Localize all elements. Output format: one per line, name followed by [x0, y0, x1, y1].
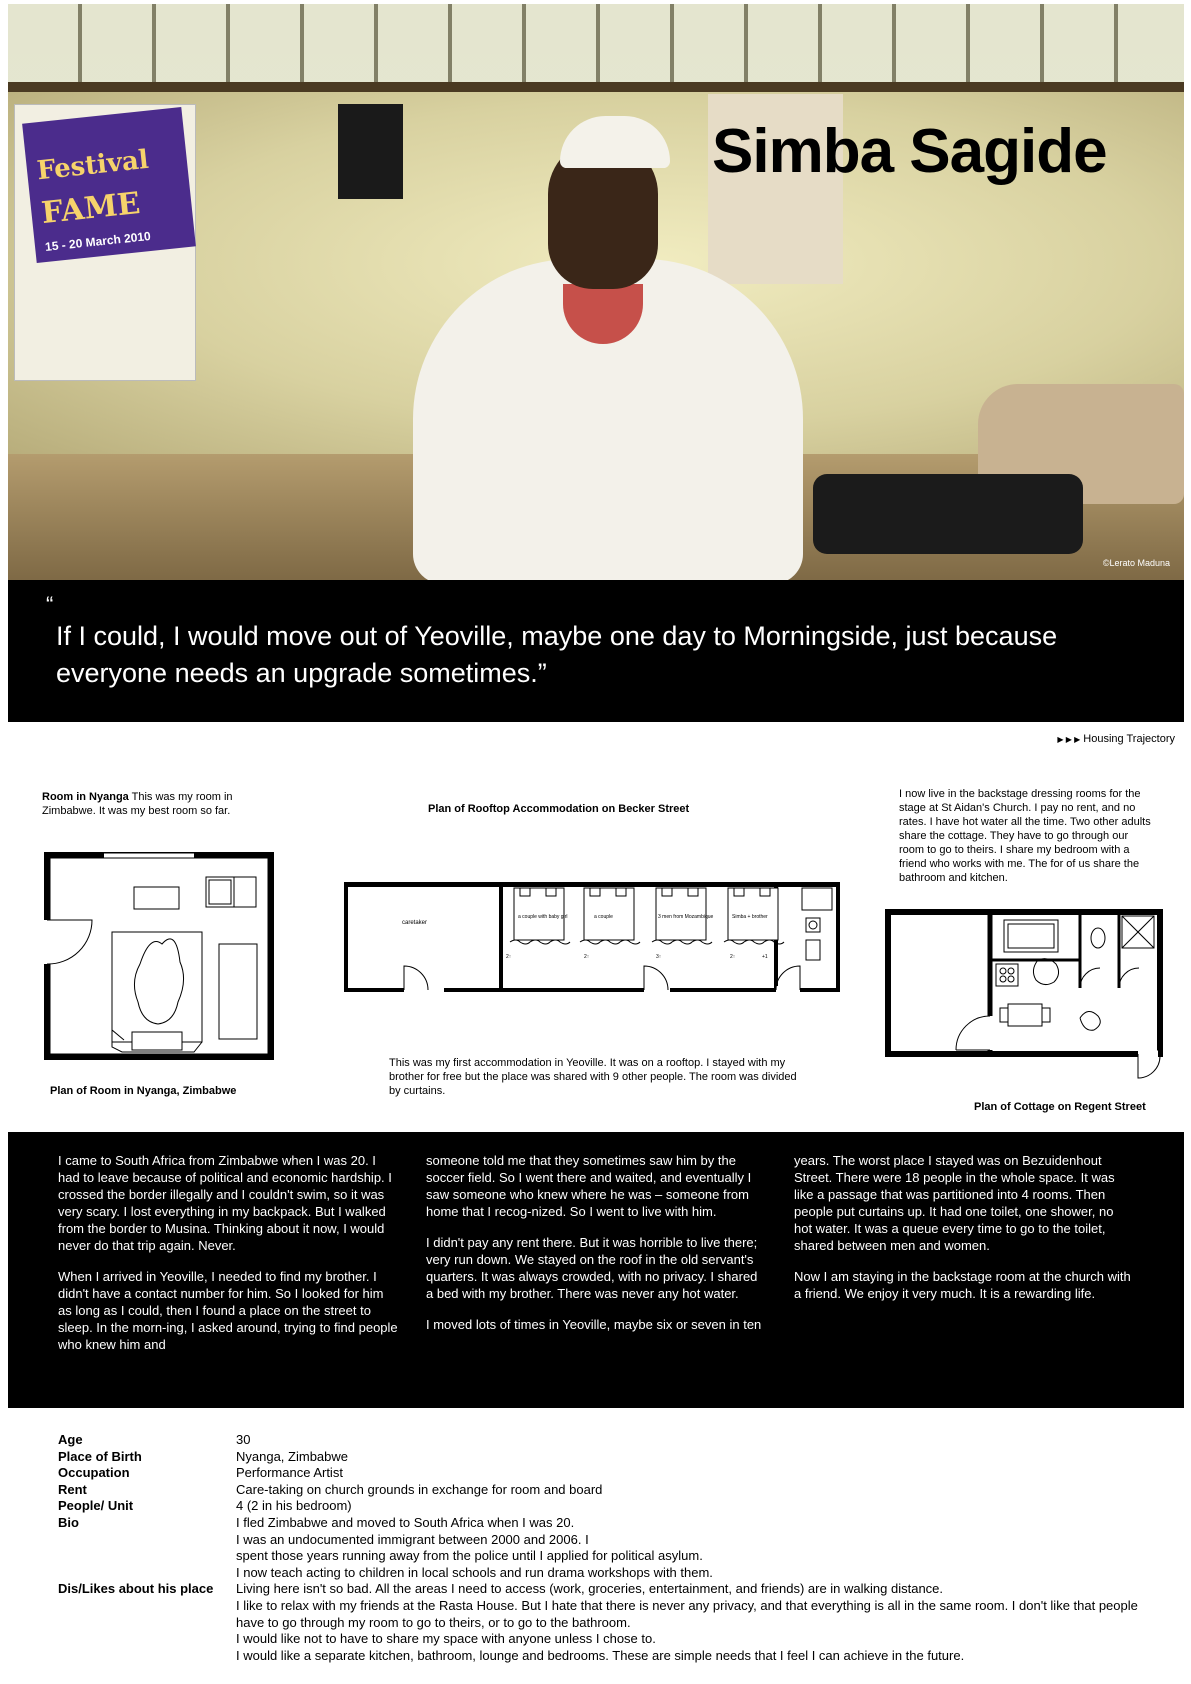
occupation-value: Performance Artist	[236, 1465, 343, 1481]
quote-text: If I could, I would move out of Yeoville, maybe one day to Morningside, just because everyone needs an upgrade sometimes.”	[56, 621, 1058, 688]
nyanga-description	[42, 790, 262, 818]
bio-line: I was an undocumented immigrant between 2000 and 2006. I	[236, 1531, 589, 1547]
becker-occupancy-mark: 2↑	[506, 954, 512, 960]
photo-bag	[813, 474, 1083, 554]
occupation-label: Occupation	[58, 1465, 130, 1481]
story-paragraph: I didn't pay any rent there. But it was horrible to live there; very run down. We stayed on the roof in the old servant's quarters. It was always crowded, with no privacy. I shared a bed with my brother. There was never any hot water.	[426, 1235, 758, 1301]
profile-row-people	[58, 1498, 1138, 1515]
quote-mark: “	[46, 592, 54, 617]
profile-row-age	[58, 1432, 1138, 1449]
becker-description: This was my first accommodation in Yeoville. It was on a rooftop. I stayed with my brother for free but the place was shared with 9 other people. The room was divided by curtains.	[389, 1057, 797, 1097]
regent-description: I now live in the backstage dressing rooms for the stage at St Aidan's Church. I pay no rent, and no rates. I have hot water all the time. Two other adults share the cottage. They have to go through our room to go to theirs. I share my bedroom with a friend who works with me. The for of us share the bathroom and kitchen.	[899, 788, 1151, 884]
poster-text-dates: 15 - 20 March 2010	[44, 228, 152, 254]
trajectory-label: Housing Trajectory	[1083, 733, 1175, 745]
becker-room-label: a couple with baby girl	[518, 914, 568, 920]
likes-line: I would like a separate kitchen, bathroom, lounge and bedrooms. These are simple needs that I feel I can achieve in the future.	[236, 1647, 965, 1663]
story-band	[8, 1132, 1184, 1408]
story-paragraph: someone told me that they sometimes saw him by the soccer field. So I went there and waited, and eventually I saw someone who knew where he was – someone from home that I recog-nized. So I went to live with him.	[426, 1153, 752, 1219]
africa-poster	[338, 104, 403, 199]
profile-row-occupation	[58, 1465, 1138, 1482]
quote-band	[8, 580, 1184, 722]
profile-row-rent	[58, 1482, 1138, 1499]
rent-label: Rent	[58, 1481, 87, 1497]
housing-trajectory	[1057, 733, 1175, 745]
likes-line: I like to relax with my friends at the Rasta House. But I hate that there is never any privacy, and that everything is all in the same room. I don't like that people have to go through my room to go to theirs, or to go to the bathroom.	[236, 1597, 1138, 1630]
likes-value	[236, 1581, 1138, 1664]
age-value: 30	[236, 1432, 251, 1447]
becker-room-label: a couple	[594, 914, 613, 920]
story-column-3	[794, 1152, 1134, 1316]
story-paragraph: I came to South Africa from Zimbabwe when I was 20. I had to leave because of political and economic hardship. I crossed the border illegally and I couldn't swim, so it was very scary. I lost everything in my backpack. But I walked from the border to Musina. Thinking about it now, I would never do that trip again. Never.	[58, 1153, 392, 1253]
nyanga-text: This was my room in Zimbabwe. It was my best room so far.	[42, 791, 233, 817]
age-label: Age	[58, 1432, 83, 1447]
likes-line: Living here isn't so bad. All the areas I need to access (work, groceries, entertainment, and friends) are in walking distance.	[236, 1581, 944, 1597]
profile-row-likes	[58, 1581, 1138, 1664]
bio-value	[236, 1515, 1138, 1581]
profile-row-birth	[58, 1449, 1138, 1466]
birth-value: Nyanga, Zimbabwe	[236, 1448, 348, 1464]
profile-row-bio	[58, 1515, 1138, 1581]
regent-floor-plan	[884, 908, 1164, 1080]
poster-text-fame: FAME	[39, 185, 142, 232]
story-paragraph: When I arrived in Yeoville, I needed to find my brother. I didn't have a contact number for him. So I looked for him as long as I could, then I found a place on the street to sleep. In the morn-ing, I asked around, trying to find people who knew him and	[58, 1269, 398, 1352]
nyanga-heading: Room in Nyanga	[42, 791, 129, 803]
story-column-1	[58, 1152, 398, 1367]
birth-label: Place of Birth	[58, 1448, 142, 1464]
story-paragraph: Now I am staying in the backstage room at the church with a friend. We enjoy it very much. It is a rewarding life.	[794, 1269, 1131, 1301]
poster-text-festival: Festival	[35, 144, 151, 187]
bio-line: spent those years running away from the police until I applied for political asylum.	[236, 1548, 703, 1564]
bio-line: I fled Zimbabwe and moved to South Africa when I was 20.	[236, 1514, 575, 1530]
story-paragraph: years. The worst place I stayed was on Bezuidenhout Street. There were 18 people in the whole space. It was like a passage that was partitioned into 4 rooms. Then people put curtains up. It had one toilet, one shower, no hot water. It was a queue every time to go to the toilet, shared between men and women.	[794, 1153, 1115, 1253]
story-paragraph: I moved lots of times in Yeoville, maybe six or seven in ten	[426, 1317, 762, 1332]
likes-line: I would like not to have to share my space with anyone unless I chose to.	[236, 1631, 656, 1647]
becker-occupancy-mark: 3↑	[656, 954, 662, 960]
festival-poster	[14, 104, 196, 381]
becker-occupancy-mark: 2↑	[730, 954, 736, 960]
likes-label: Dis/Likes about his place	[58, 1581, 214, 1597]
nyanga-floor-plan	[44, 852, 274, 1060]
bio-line: I now teach acting to children in local schools and run drama workshops with them.	[236, 1564, 713, 1580]
nyanga-caption: Plan of Room in Nyanga, Zimbabwe	[50, 1085, 237, 1097]
rent-value: Care-taking on church grounds in exchange for room and board	[236, 1481, 603, 1497]
bio-label: Bio	[58, 1514, 79, 1530]
portrait-photo	[8, 4, 1184, 580]
regent-caption: Plan of Cottage on Regent Street	[974, 1101, 1146, 1113]
becker-occupancy-mark: +1	[762, 954, 768, 960]
page-title: Simba Sagide	[712, 117, 1107, 186]
profile-table	[58, 1432, 1138, 1664]
people-value: 4 (2 in his bedroom)	[236, 1498, 352, 1514]
becker-room-label: Simba + brother	[732, 914, 768, 920]
story-column-2	[426, 1152, 766, 1347]
festival-badge	[22, 107, 196, 263]
becker-caption: Plan of Rooftop Accommodation on Becker Street	[428, 803, 690, 815]
becker-room-label: caretaker	[402, 920, 428, 926]
becker-occupancy-mark: 2↑	[584, 954, 590, 960]
photo-credit: ©Lerato Maduna	[1102, 558, 1170, 568]
becker-floor-plan	[344, 882, 840, 992]
people-label: People/ Unit	[58, 1498, 134, 1514]
trajectory-arrows-icon: ▶ ▶ ▶	[1057, 735, 1081, 744]
photo-shelf	[8, 82, 1184, 92]
becker-room-label: 3 men from Mozambique	[658, 914, 714, 920]
photo-window	[8, 4, 1184, 84]
